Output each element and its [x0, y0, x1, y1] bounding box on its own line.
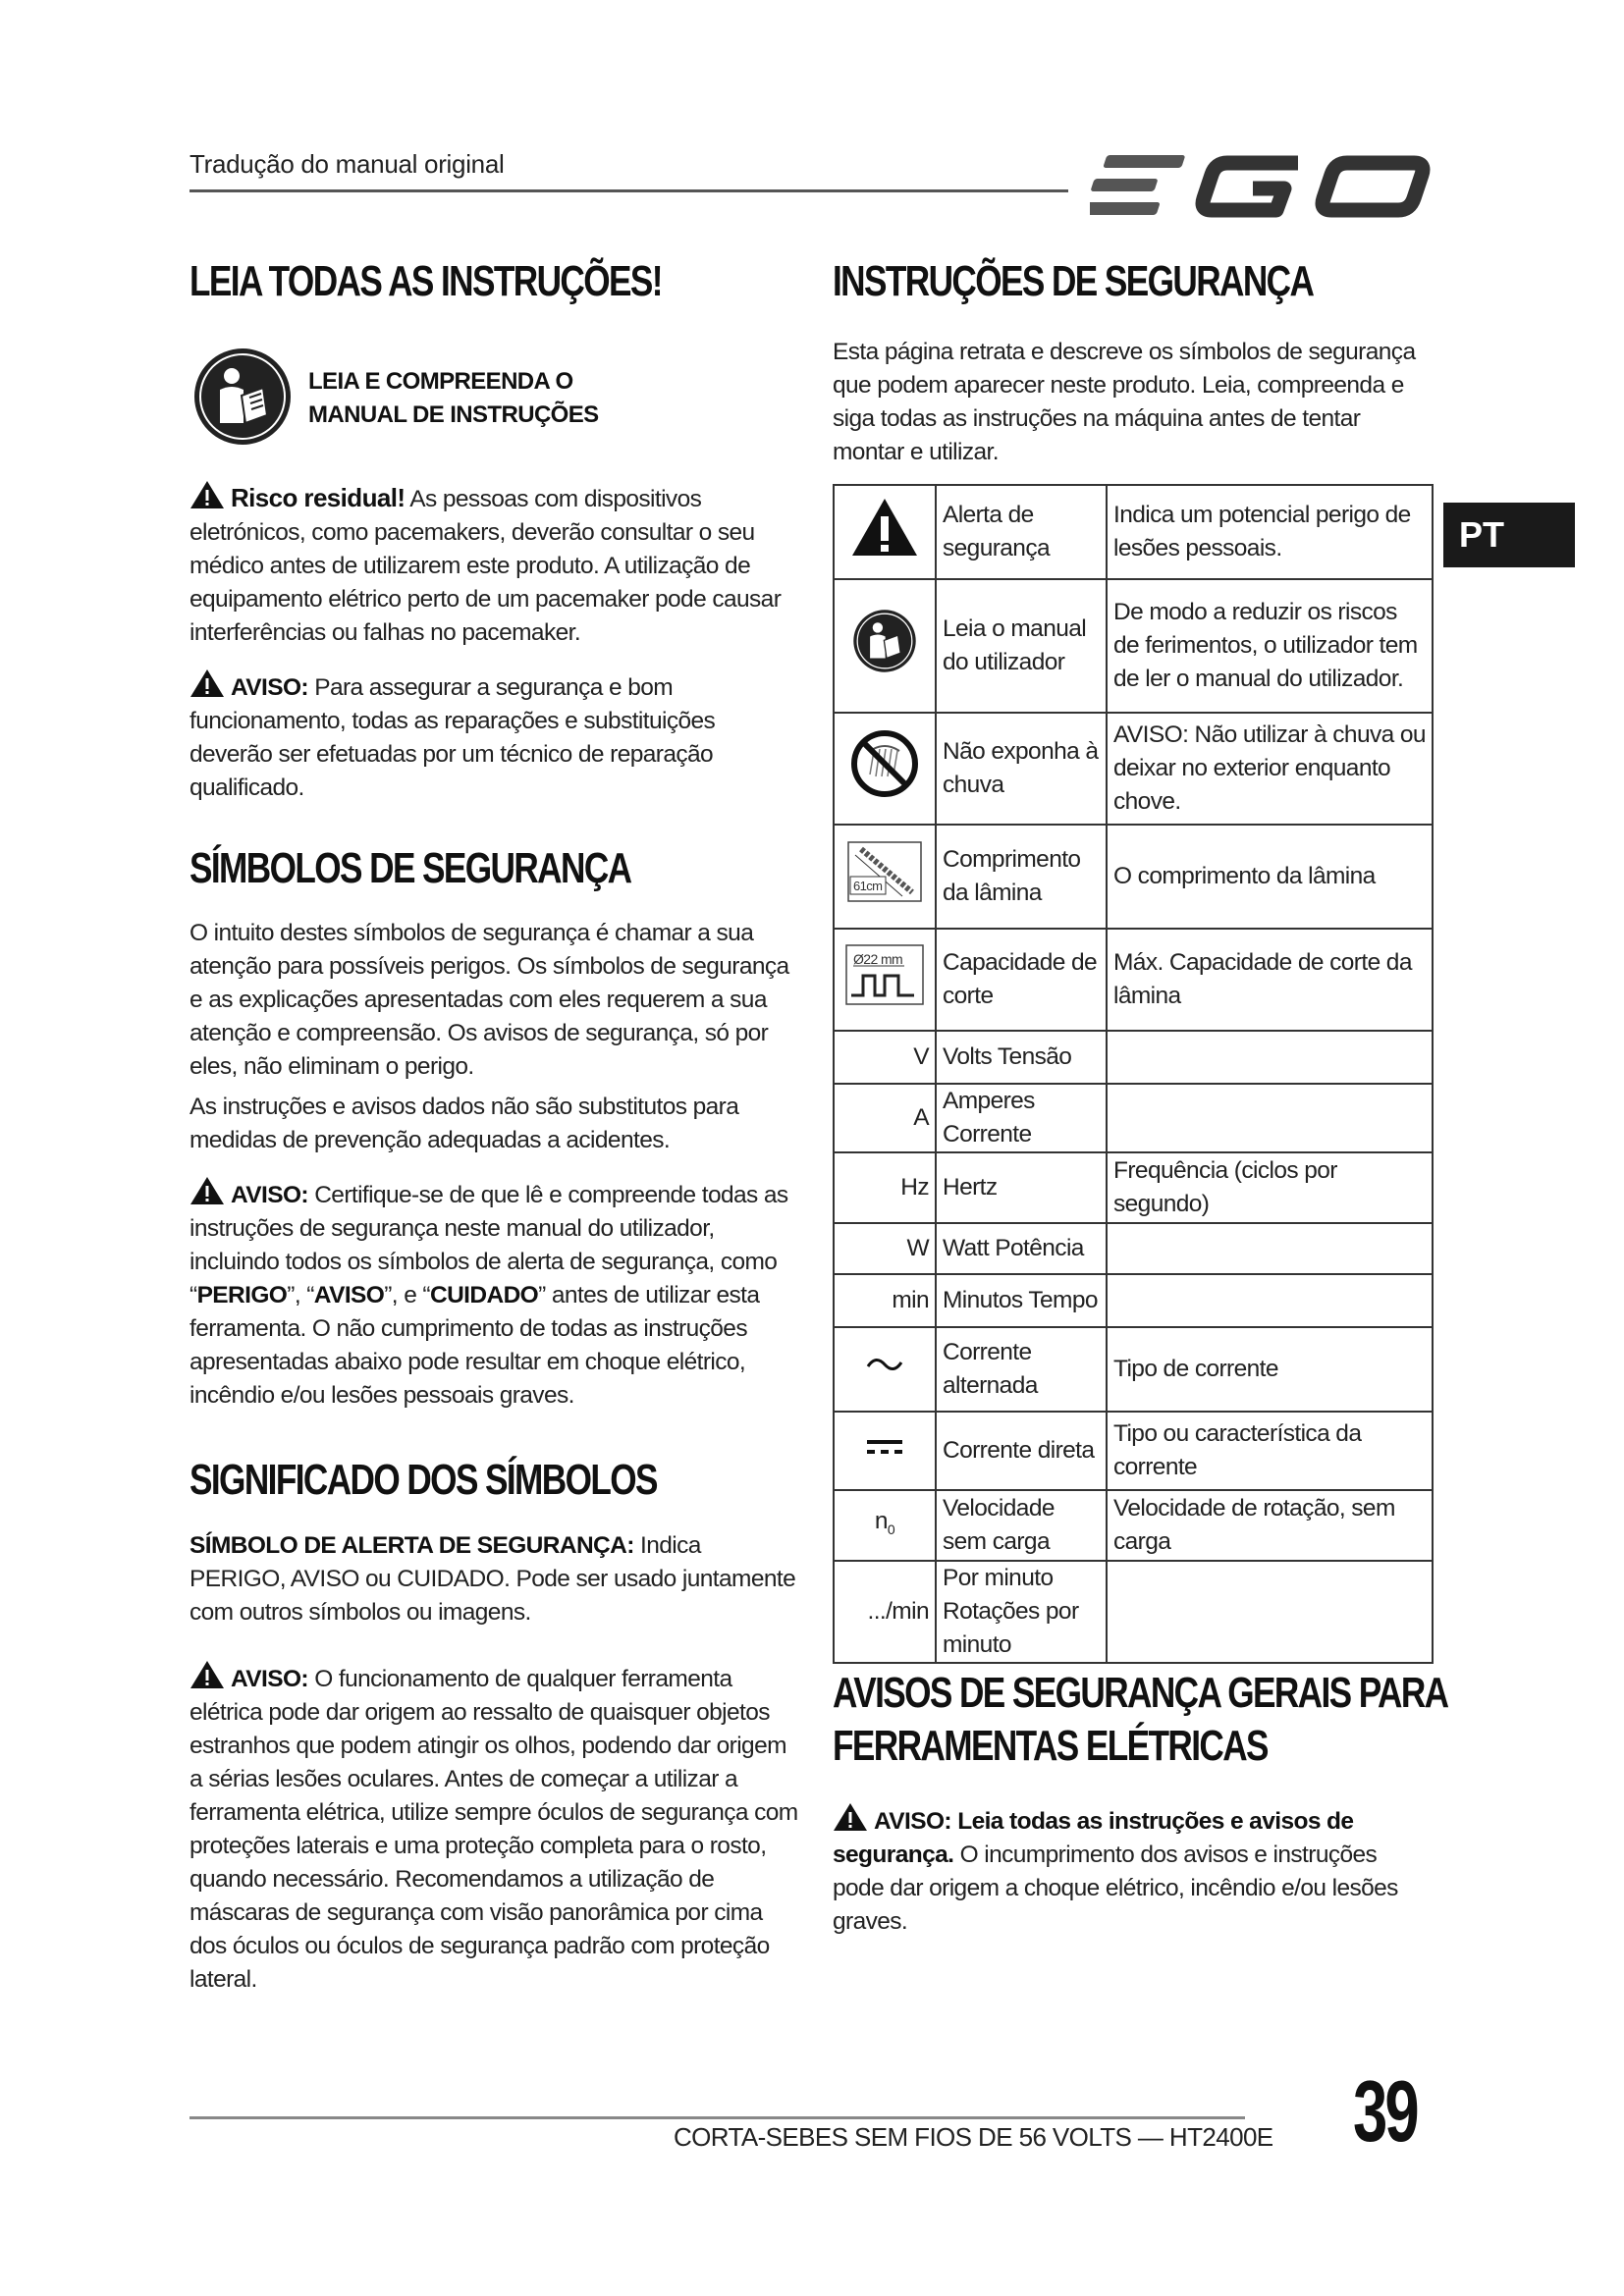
dc-icon [834, 1412, 936, 1490]
unit-meaning: Potência [995, 1235, 1084, 1261]
footer-title: CORTA-SEBES SEM FIOS DE 56 VOLTS — HT2400E [674, 2122, 1273, 2152]
aviso2-text-d: ” antes de utilizar esta ferramenta. O não cumprimento de todas as instruções apresentadas abaixo pode resultar em choque elétrico, incêndio e/ou lesões pessoais graves. [189, 1282, 760, 1409]
alert-text: Indica PERIGO, AVISO ou CUIDADO. Pode ser usado juntamente com outros símbolos ou imagens. [189, 1532, 796, 1626]
heading-safety-instructions: INSTRUÇÕES DE SEGURANÇA [833, 257, 1314, 305]
alert-symbol-paragraph [189, 1529, 798, 1629]
cutting-capacity-icon [834, 929, 936, 1031]
table-row [834, 713, 1433, 825]
table-row [834, 1561, 1433, 1663]
symbol-description [1107, 1223, 1433, 1274]
symbol-description [1107, 1561, 1433, 1663]
symbols-not-substitute-paragraph: As instruções e avisos dados não são substitutos para medidas de prevenção adequadas a acidentes. [189, 1094, 739, 1153]
symbol-description: Velocidade de rotação, sem carga [1107, 1490, 1433, 1561]
symbol-description: Máx. Capacidade de corte da lâmina [1107, 929, 1433, 1031]
symbol-code: .../min [834, 1561, 936, 1663]
unit-name: Amperes [943, 1088, 1035, 1114]
aviso1-text: Para assegurar a segurança e bom funcionamento, todas as reparações e substituições deverão ser efetuadas por um técnico de reparação qualificado. [189, 674, 716, 801]
table-row [834, 579, 1433, 713]
table-row [834, 929, 1433, 1031]
residual-risk-paragraph [189, 480, 798, 650]
aviso3-text: O funcionamento de qualquer ferramenta elétrica pode dar origem ao ressalto de quaisquer objetos estranhos que podem atingir os olhos, podendo dar origem a sérias lesões oculares. Antes de começar a utilizar a ferramenta elétrica, utilize sempre óculos de segurança com proteções laterais e uma proteção completa para o rosto, quando necessário. Recomendamos a utilização de máscaras de segurança com visão panorâmica por cima dos óculos ou óculos de segurança padrão com proteção lateral. [189, 1666, 798, 1993]
table-row [834, 1031, 1433, 1084]
symbol-description [1107, 1274, 1433, 1327]
symbol-code: min [834, 1274, 936, 1327]
read-manual-line2: MANUAL DE INSTRUÇÕES [308, 401, 599, 428]
cutting-capacity-label: Ø22 mm [853, 951, 903, 967]
safety-intro-paragraph: Esta página retrata e descreve os símbolos de segurança que podem aparecer neste produto. Leia, compreenda e siga todas as instruções na máquina antes de tentar montar e utilizar. [833, 339, 1416, 465]
read-manual-icon [192, 347, 293, 447]
ego-logo [1090, 147, 1438, 226]
warning-triangle-icon [189, 480, 225, 509]
unit-name: Minutos [943, 1287, 1023, 1313]
table-row [834, 1084, 1433, 1152]
symbol-code: W [834, 1223, 936, 1274]
symbol-name: Leia o manual do utilizador [936, 579, 1107, 713]
symbol-description: Tipo ou característica da corrente [1107, 1412, 1433, 1490]
warning-triangle-icon [833, 1802, 868, 1832]
unit-name: Watt [943, 1235, 990, 1261]
unit-meaning: Tensão [997, 1043, 1072, 1070]
symbol-name [936, 1031, 1107, 1084]
aviso2-label: AVISO: [231, 1182, 308, 1208]
alert-label: SÍMBOLO DE ALERTA DE SEGURANÇA: [189, 1532, 634, 1559]
symbol-name [936, 1084, 1107, 1152]
table-row [834, 485, 1433, 579]
ac-icon [834, 1327, 936, 1412]
aviso-repair-paragraph [189, 668, 798, 805]
aviso2-text-b: ”, “ [287, 1282, 314, 1308]
symbol-description: Tipo de corrente [1107, 1327, 1433, 1412]
table-row [834, 1412, 1433, 1490]
residual-label: Risco residual! [231, 483, 406, 512]
heading-general-warnings-2: FERRAMENTAS ELÉTRICAS [833, 1722, 1268, 1770]
no-rain-icon [834, 713, 936, 825]
blade-length-label: 61cm [853, 879, 883, 893]
unit-name: Volts [943, 1043, 993, 1070]
symbol-name: Comprimento da lâmina [936, 825, 1107, 929]
symbol-description: Frequência (ciclos por segundo) [1107, 1152, 1433, 1223]
warning-triangle-icon [189, 668, 225, 698]
symbol-name: Corrente alternada [936, 1327, 1107, 1412]
unit-meaning: Tempo [1028, 1287, 1098, 1313]
heading-safety-symbols: SÍMBOLOS DE SEGURANÇA [189, 844, 631, 892]
aviso2-text-c: ”, e “ [384, 1282, 430, 1308]
aviso3-label: AVISO: [231, 1666, 308, 1692]
symbol-name: Velocidade sem carga [936, 1490, 1107, 1561]
table-row [834, 1490, 1433, 1561]
aviso-general-paragraph [833, 1802, 1432, 1939]
symbol-description: De modo a reduzir os riscos de ferimentos, o utilizador tem de ler o manual do utilizador. [1107, 579, 1433, 713]
footer-rule [189, 2116, 1245, 2119]
unit-meaning: Corrente [943, 1121, 1032, 1148]
aviso2-cuidado: CUIDADO [429, 1282, 539, 1308]
table-row [834, 1223, 1433, 1274]
heading-general-warnings-1: AVISOS DE SEGURANÇA GERAIS PARA [833, 1669, 1448, 1717]
n0-symbol: $n_0$ [874, 1508, 895, 1537]
symbol-name: Capacidade de corte [936, 929, 1107, 1031]
symbol-code-n0 [834, 1490, 936, 1561]
symbol-description [1107, 1084, 1433, 1152]
symbol-code: Hz [834, 1152, 936, 1223]
heading-symbol-meaning: SIGNIFICADO DOS SÍMBOLOS [189, 1456, 657, 1504]
header-subtitle: Tradução do manual original [189, 149, 505, 179]
symbols-intro-paragraph: O intuito destes símbolos de segurança é chamar a sua atenção para possíveis perigos. Os símbolos de segurança e as explicações apresentadas com eles requerem a sua atenção e compreensão. Os avisos de segurança, só por eles, não eliminam o perigo. [189, 920, 789, 1080]
read-manual-icon [834, 579, 936, 713]
page-number: 39 [1353, 2062, 1417, 2160]
symbol-name: Corrente direta [936, 1412, 1107, 1490]
symbols-table [833, 484, 1434, 1664]
aviso2-perigo: PERIGO [196, 1282, 288, 1308]
aviso-general-label: AVISO: [874, 1808, 951, 1835]
blade-length-icon [834, 825, 936, 929]
table-row [834, 1327, 1433, 1412]
aviso-general-text: O incumprimento dos avisos e instruções pode dar origem a choque elétrico, incêndio e/ou lesões graves. [833, 1842, 1398, 1935]
language-tab: PT [1443, 503, 1575, 567]
warning-triangle-icon [189, 1660, 225, 1689]
aviso2-aviso: AVISO [313, 1282, 385, 1308]
table-row [834, 1152, 1433, 1223]
symbol-name: Alerta de segurança [936, 485, 1107, 579]
symbol-name [936, 1274, 1107, 1327]
aviso-general-bold: Leia todas as instruções e avisos de segurança. [833, 1808, 1354, 1868]
symbol-name [936, 1561, 1107, 1663]
symbol-name [936, 1223, 1107, 1274]
symbol-description: O comprimento da lâmina [1107, 825, 1433, 929]
aviso-eye-paragraph [189, 1660, 798, 1997]
symbol-description: Indica um potencial perigo de lesões pessoais. [1107, 485, 1433, 579]
header-rule [189, 189, 1068, 192]
unit-meaning: Rotações por minuto [943, 1598, 1079, 1658]
symbol-name: Hertz [936, 1152, 1107, 1223]
aviso-read-instructions-paragraph [189, 1176, 803, 1413]
warning-triangle-icon [834, 485, 936, 579]
table-row [834, 825, 1433, 929]
symbol-description [1107, 1031, 1433, 1084]
table-row [834, 1274, 1433, 1327]
symbol-description: AVISO: Não utilizar à chuva ou deixar no exterior enquanto chove. [1107, 713, 1433, 825]
residual-text: As pessoas com dispositivos eletrónicos, como pacemakers, deverão consultar o seu médico antes de utilizarem este produto. A utilização de equipamento elétrico perto de um pacemaker pode causar interferências ou falhas no pacemaker. [189, 486, 782, 646]
heading-read-all: LEIA TODAS AS INSTRUÇÕES! [189, 257, 662, 305]
symbol-code: V [834, 1031, 936, 1084]
symbol-code: A [834, 1084, 936, 1152]
warning-triangle-icon [189, 1176, 225, 1205]
aviso1-label: AVISO: [231, 674, 308, 701]
read-manual-line1: LEIA E COMPREENDA O [308, 368, 573, 395]
unit-name: Por minuto [943, 1565, 1054, 1591]
aviso2-text-a: Certifique-se de que lê e compreende todas as instruções de segurança neste manual do utilizador, incluindo todos os símbolos de alerta de segurança, como “ [189, 1182, 788, 1308]
symbol-name: Não exponha à chuva [936, 713, 1107, 825]
